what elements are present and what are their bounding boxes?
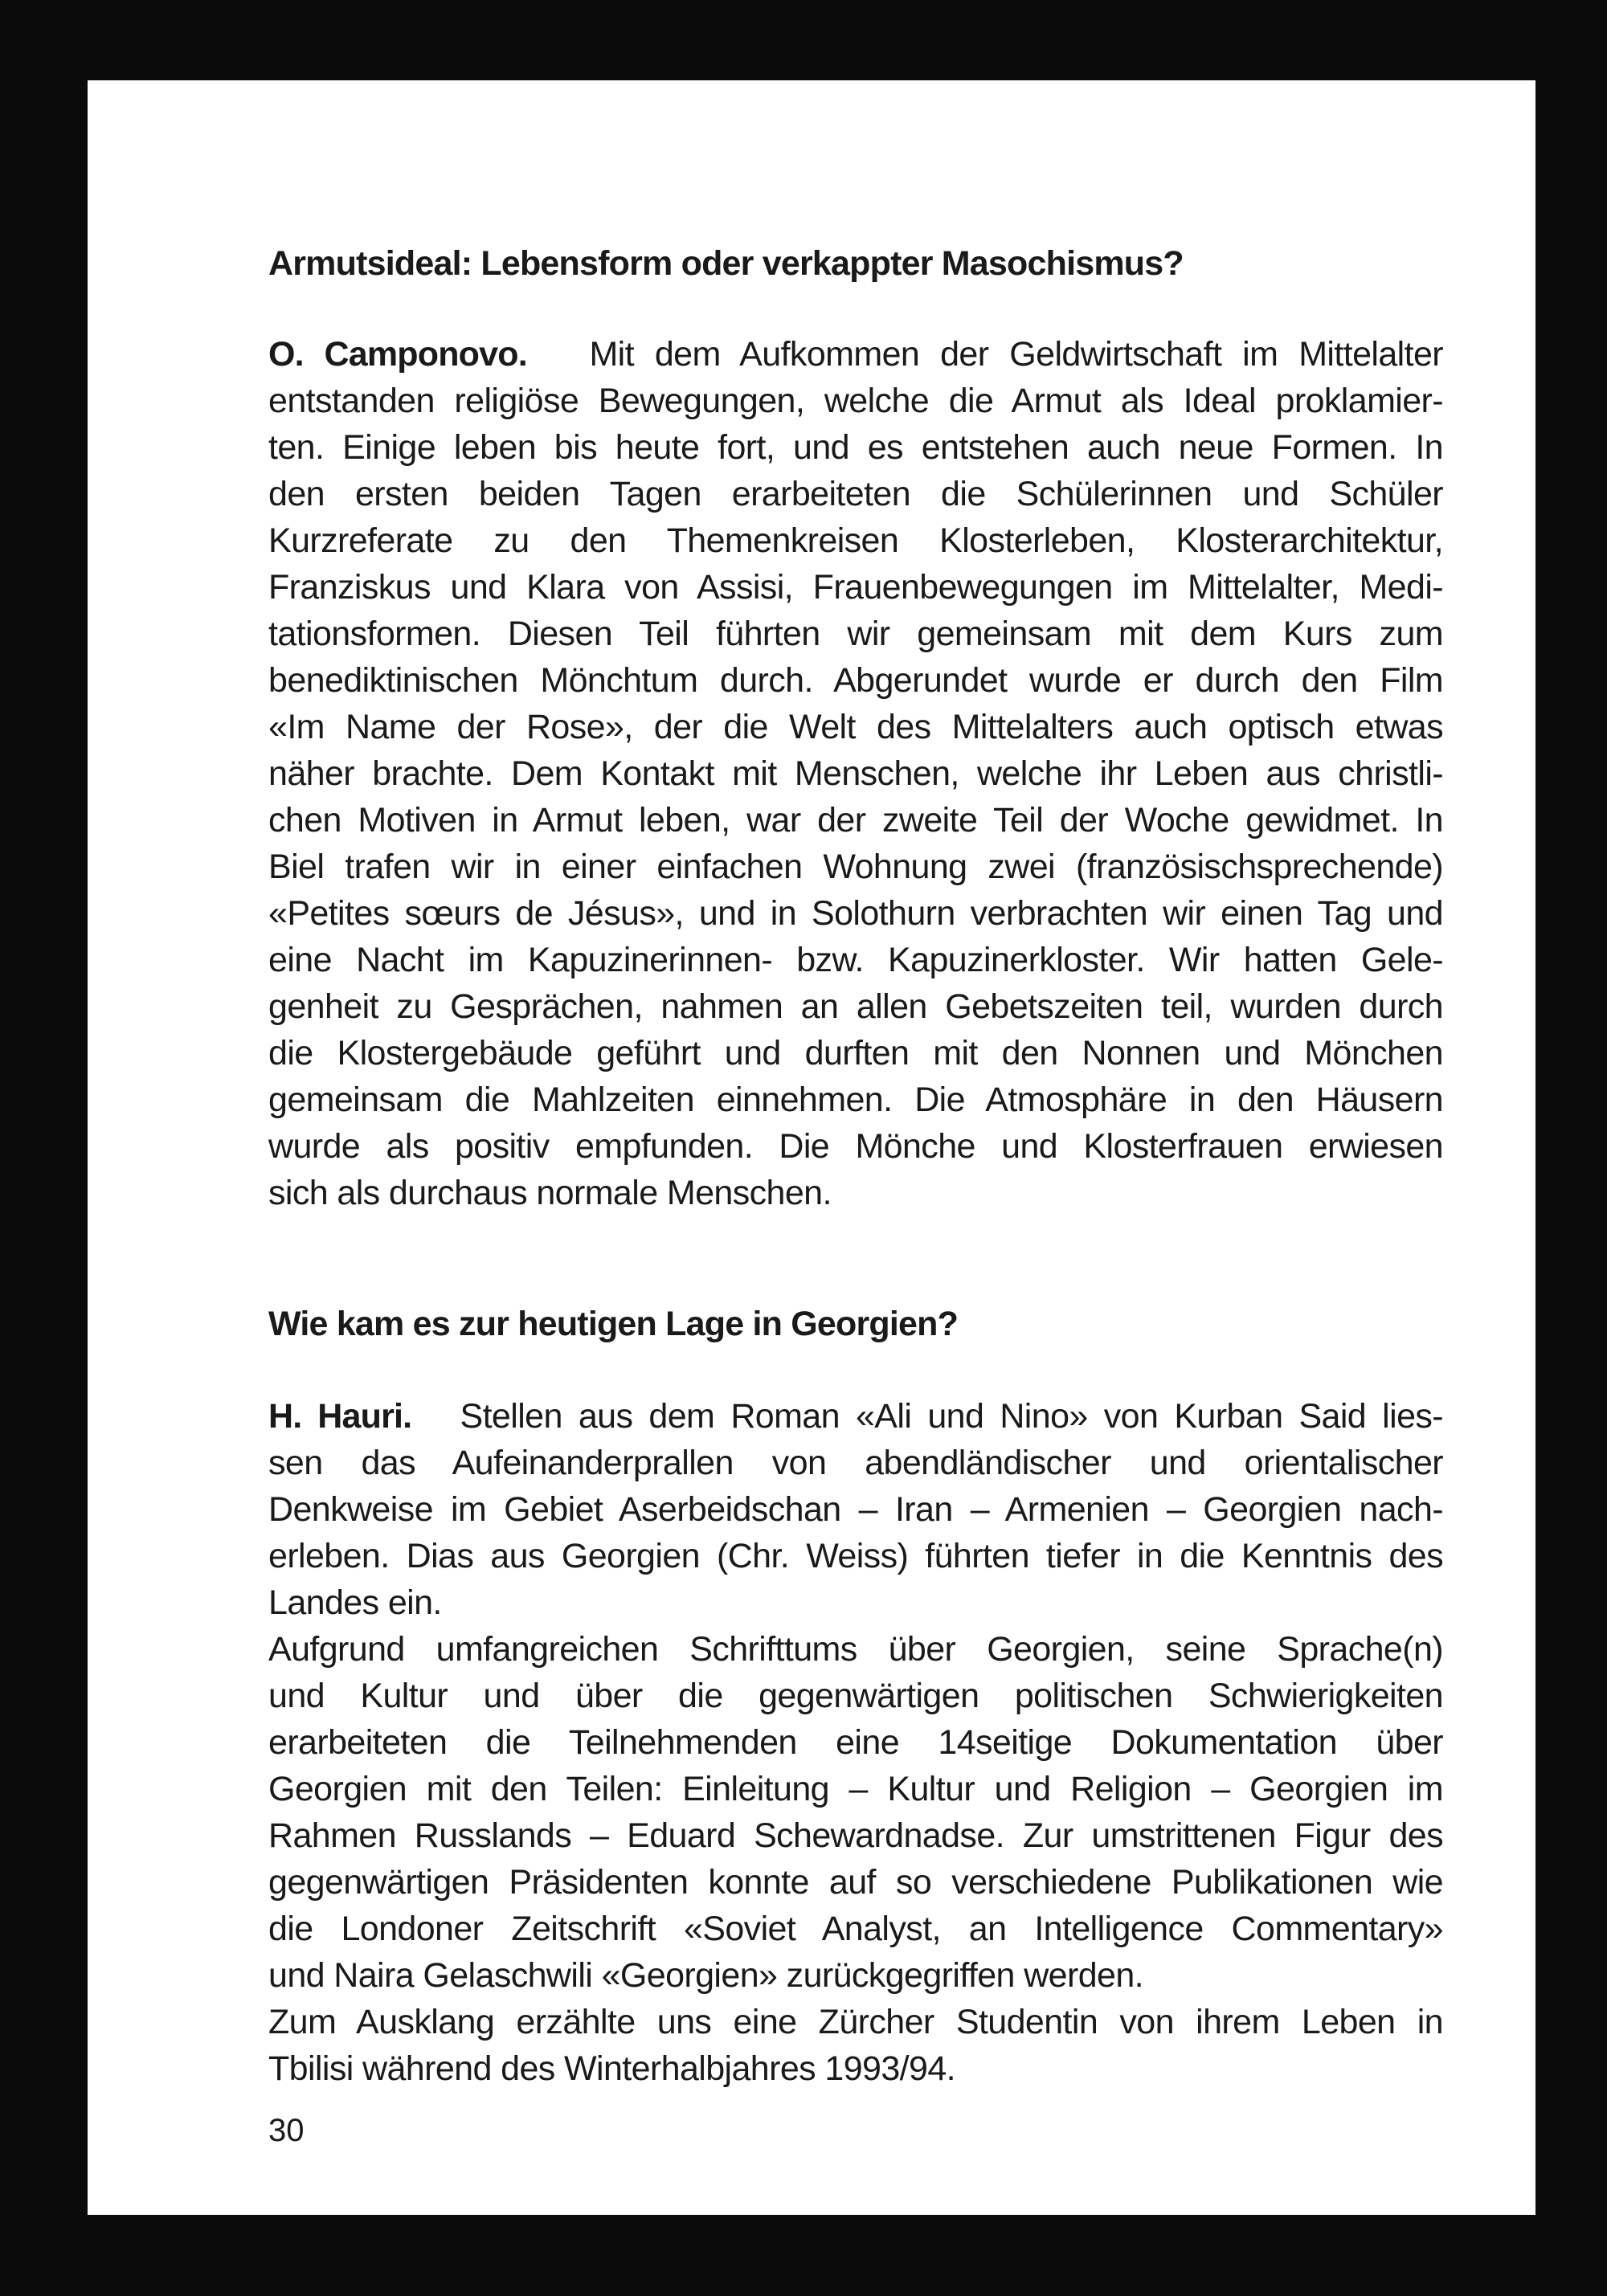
text-line: chen Motiven in Armut leben, war der zweite Teil der Woche gewidmet. In xyxy=(268,801,1443,840)
text-line: Zum Ausklang erzählte uns eine Zürcher Studentin von ihrem Leben in xyxy=(268,2003,1443,2041)
section1-first-line xyxy=(268,331,1443,378)
text-line: eine Nacht im Kapuzinerinnen- bzw. Kapuzinerkloster. Wir hatten Gele- xyxy=(268,941,1443,979)
text-line: entstanden religiöse Bewegungen, welche die Armut als Ideal proklamier- xyxy=(268,382,1443,420)
text-line: erarbeiteten die Teilnehmenden eine 14seitige Dokumentation über xyxy=(268,1723,1443,1762)
text-line: «Petites sœurs de Jésus», und in Solothurn verbrachten wir einen Tag und xyxy=(268,894,1443,933)
text-line: sich als durchaus normale Menschen. xyxy=(268,1174,832,1212)
text-line: genheit zu Gesprächen, nahmen an allen Gebetszeiten teil, wurden durch xyxy=(268,987,1443,1026)
text-line: gemeinsam die Mahlzeiten einnehmen. Die Atmosphäre in den Häusern xyxy=(268,1081,1443,1119)
text-line: Tbilisi während des Winterhalbjahres 1993/94. xyxy=(268,2049,955,2088)
first-line-text: Stellen aus dem Roman «Ali und Nino» von Kurban Said lies- xyxy=(460,1397,1444,1436)
text-line: Franziskus und Klara von Assisi, Frauenbewegungen im Mittelalter, Medi- xyxy=(268,568,1443,607)
text-line: Rahmen Russlands – Eduard Schewardnadse. Zur umstrittenen Figur des xyxy=(268,1816,1443,1855)
author-camponovo: O. Camponovo. xyxy=(268,335,527,374)
text-line: tationsformen. Diesen Teil führten wir gemeinsam mit dem Kurs zum xyxy=(268,615,1443,653)
text-line: erleben. Dias aus Georgien (Chr. Weiss) führten tiefer in die Kenntnis des xyxy=(268,1537,1443,1575)
section-title-georgien: Wie kam es zur heutigen Lage in Georgien? xyxy=(268,1305,959,1343)
author-hauri: H. Hauri. xyxy=(268,1397,412,1436)
text-line: Kurzreferate zu den Themenkreisen Klosterleben, Klosterarchitektur, xyxy=(268,521,1443,560)
text-line: und Kultur und über die gegenwärtigen politischen Schwierigkeiten xyxy=(268,1677,1443,1715)
text-line: Biel trafen wir in einer einfachen Wohnung zwei (französischsprechende) xyxy=(268,848,1443,886)
text-line: näher brachte. Dem Kontakt mit Menschen, welche ihr Leben aus christli- xyxy=(268,754,1443,793)
section-title-armutsideal: Armutsideal: Lebensform oder verkappter Masochismus? xyxy=(268,244,1184,283)
text-line: den ersten beiden Tagen erarbeiteten die Schülerinnen und Schüler xyxy=(268,475,1443,513)
text-line: Aufgrund umfangreichen Schrifttums über Georgien, seine Sprache(n) xyxy=(268,1630,1443,1669)
text-line: Denkweise im Gebiet Aserbeidschan – Iran – Armenien – Georgien nach- xyxy=(268,1490,1443,1529)
text-line: ten. Einige leben bis heute fort, und es entstehen auch neue Formen. In xyxy=(268,428,1443,467)
page-number: 30 xyxy=(268,2113,305,2148)
text-line: «Im Name der Rose», der die Welt des Mittelalters auch optisch etwas xyxy=(268,708,1443,746)
text-line: Georgien mit den Teilen: Einleitung – Kultur und Religion – Georgien im xyxy=(268,1770,1443,1808)
section2-first-line xyxy=(268,1393,1443,1440)
text-line: und Naira Gelaschwili «Georgien» zurückgegriffen werden. xyxy=(268,1956,1143,1995)
first-line-text: Mit dem Aufkommen der Geldwirtschaft im Mittelalter xyxy=(589,335,1443,374)
text-line: wurde als positiv empfunden. Die Mönche und Klosterfrauen erwiesen xyxy=(268,1127,1443,1166)
text-line: die Londoner Zeitschrift «Soviet Analyst, an Intelligence Commentary» xyxy=(268,1910,1443,1948)
text-line: die Klostergebäude geführt und durften mit den Nonnen und Mönchen xyxy=(268,1034,1443,1072)
text-line: sen das Aufeinanderprallen von abendländischer und orientalischer xyxy=(268,1444,1443,1482)
text-line: gegenwärtigen Präsidenten konnte auf so verschiedene Publikationen wie xyxy=(268,1863,1443,1902)
text-line: benediktinischen Mönchtum durch. Abgerundet wurde er durch den Film xyxy=(268,661,1443,700)
text-line: Landes ein. xyxy=(268,1583,442,1622)
